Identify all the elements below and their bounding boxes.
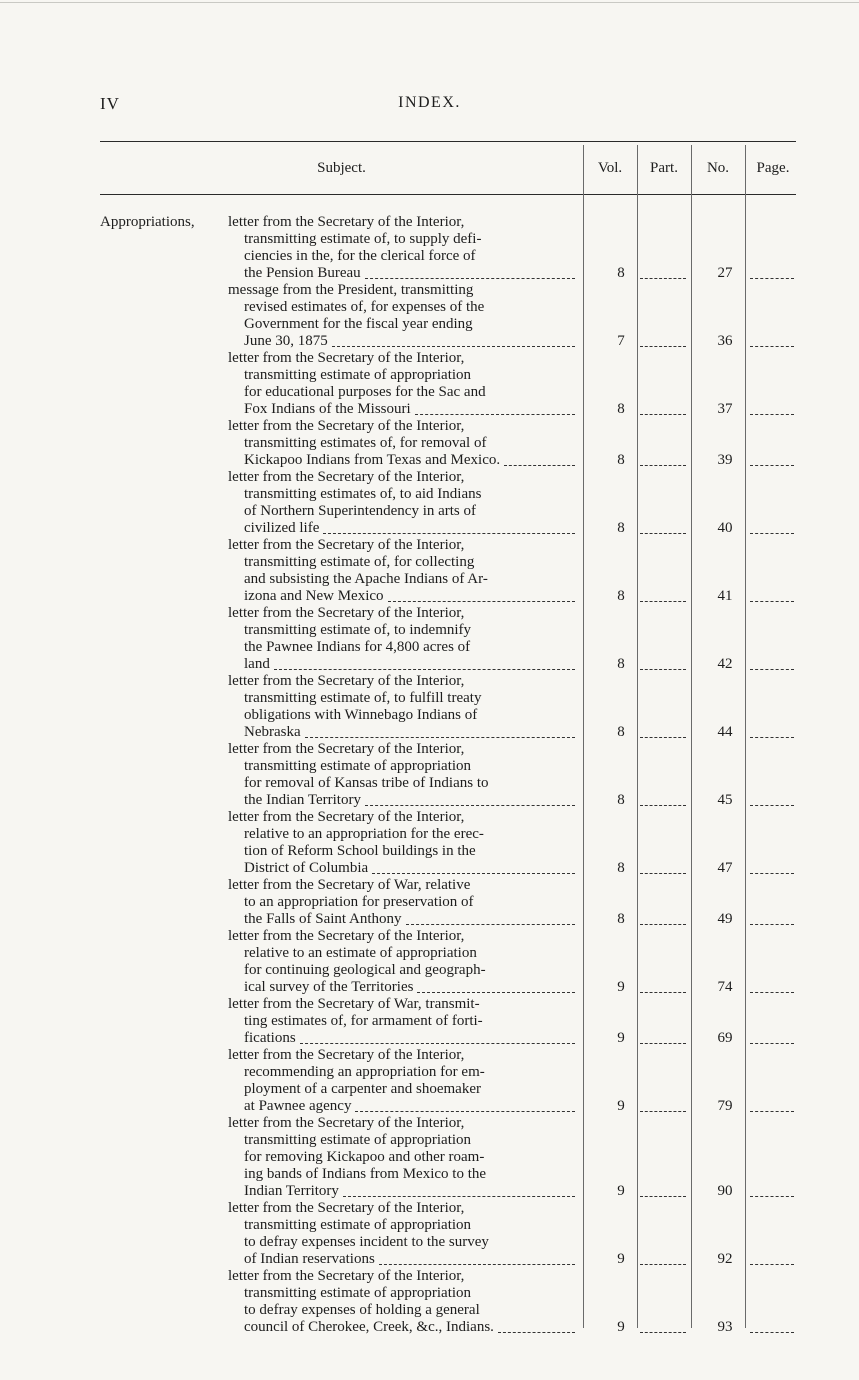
entry-page-leader: [750, 924, 794, 925]
entry-line: transmitting estimate of appropriation: [244, 1132, 472, 1148]
entry-part-leader: [640, 1043, 686, 1044]
entry-no: 42: [717, 656, 733, 672]
entry-page-leader: [750, 601, 794, 602]
entry-no: 93: [717, 1319, 733, 1335]
leader-dots: [504, 465, 575, 466]
entry-line: council of Cherokee, Creek, &c., Indians.: [244, 1319, 494, 1335]
entry-vol: 9: [617, 1251, 625, 1267]
entry-part-leader: [640, 669, 686, 670]
entry-line: for removal of Kansas tribe of Indians to: [244, 775, 489, 791]
entry-line: Nebraska: [244, 724, 301, 740]
entry-no: 36: [717, 333, 733, 349]
leader-dots: [388, 601, 575, 602]
entry-vol: 8: [617, 724, 625, 740]
entry-line: transmitting estimate of, to indemnify: [244, 622, 472, 638]
leader-dots: [498, 1332, 575, 1333]
leader-dots: [365, 278, 575, 279]
entry-page-leader: [750, 533, 794, 534]
column-header-subject: Subject.: [317, 160, 366, 176]
entry-line: letter from the Secretary of the Interior,: [228, 418, 465, 434]
entry-vol: 8: [617, 265, 625, 281]
entry-vol: 9: [617, 1030, 625, 1046]
entry-no: 45: [717, 792, 733, 808]
leader-dots: [274, 669, 575, 670]
entry-part-leader: [640, 346, 686, 347]
entry-line: of Indian reservations: [244, 1251, 375, 1267]
entry-vol: 8: [617, 792, 625, 808]
entry-line: June 30, 1875: [244, 333, 328, 349]
entry-part-leader: [640, 1111, 686, 1112]
entry-line: relative to an appropriation for the erec-: [244, 826, 484, 842]
entry-vol: 9: [617, 1183, 625, 1199]
entry-vol: 9: [617, 1319, 625, 1335]
entry-line: letter from the Secretary of the Interior,: [228, 928, 465, 944]
entry-line: ployment of a carpenter and shoemaker: [244, 1081, 481, 1097]
entry-line: ting estimates of, for armament of forti-: [244, 1013, 483, 1029]
entry-no: 41: [717, 588, 733, 604]
entry-part-leader: [640, 873, 686, 874]
page-number: IV: [100, 94, 120, 113]
entry-line: Fox Indians of the Missouri: [244, 401, 411, 417]
entry-part-leader: [640, 1332, 686, 1333]
leader-dots: [332, 346, 575, 347]
entry-line: letter from the Secretary of the Interior,: [228, 469, 465, 485]
leader-dots: [365, 805, 575, 806]
entry-line: letter from the Secretary of the Interior,: [228, 741, 465, 757]
entry-line: transmitting estimate of appropriation: [244, 1217, 472, 1233]
entry-vol: 8: [617, 452, 625, 468]
leader-dots: [415, 414, 575, 415]
entry-part-leader: [640, 805, 686, 806]
entry-no: 92: [717, 1251, 733, 1267]
entry-line: Kickapoo Indians from Texas and Mexico.: [244, 452, 501, 468]
entry-line: Government for the fiscal year ending: [244, 316, 473, 332]
entry-part-leader: [640, 1196, 686, 1197]
entry-part-leader: [640, 278, 686, 279]
entry-part-leader: [640, 414, 686, 415]
leader-dots: [305, 737, 575, 738]
entry-line: transmitting estimates of, to aid Indians: [244, 486, 482, 502]
entry-no: 79: [717, 1098, 733, 1114]
entry-line: letter from the Secretary of the Interior,: [228, 537, 465, 553]
entry-line: at Pawnee agency: [244, 1098, 352, 1114]
entry-no: 39: [717, 452, 733, 468]
entry-page-leader: [750, 805, 794, 806]
entry-line: District of Columbia: [244, 860, 369, 876]
entry-vol: 7: [617, 333, 625, 349]
entry-line: transmitting estimate of, to fulfill treaty: [244, 690, 482, 706]
leader-dots: [300, 1043, 575, 1044]
leader-dots: [343, 1196, 575, 1197]
entry-page-leader: [750, 1332, 794, 1333]
entry-part-leader: [640, 533, 686, 534]
entry-part-leader: [640, 465, 686, 466]
entry-vol: 8: [617, 588, 625, 604]
column-header-part: Part.: [650, 160, 678, 176]
entry-line: land: [244, 656, 270, 672]
leader-dots: [406, 924, 576, 925]
leader-dots: [372, 873, 575, 874]
entry-page-leader: [750, 414, 794, 415]
category-label: Appropriations,: [100, 214, 195, 230]
column-header-vol: Vol.: [597, 160, 623, 176]
entry-line: letter from the Secretary of War, relative: [228, 877, 471, 893]
entry-line: transmitting estimate of, to supply defi-: [244, 231, 482, 247]
entry-line: and subsisting the Apache Indians of Ar-: [244, 571, 488, 587]
entry-vol: 8: [617, 520, 625, 536]
entry-line: for continuing geological and geograph-: [244, 962, 486, 978]
entry-page-leader: [750, 278, 794, 279]
entry-line: letter from the Secretary of War, transmit-: [228, 996, 480, 1012]
entry-line: to defray expenses of holding a general: [244, 1302, 480, 1318]
entry-no: 90: [717, 1183, 733, 1199]
entry-vol: 8: [617, 911, 625, 927]
entry-page-leader: [750, 1043, 794, 1044]
entry-line: ing bands of Indians from Mexico to the: [244, 1166, 487, 1182]
leader-dots: [355, 1111, 575, 1112]
entry-page-leader: [750, 1264, 794, 1265]
entry-no: 49: [717, 911, 733, 927]
entry-vol: 9: [617, 1098, 625, 1114]
entry-line: letter from the Secretary of the Interior,: [228, 350, 465, 366]
entry-line: transmitting estimate of appropriation: [244, 367, 472, 383]
entry-part-leader: [640, 992, 686, 993]
entry-page-leader: [750, 669, 794, 670]
entry-line: the Indian Territory: [244, 792, 361, 808]
entry-page-leader: [750, 1196, 794, 1197]
column-divider: [691, 145, 692, 1328]
entry-page-leader: [750, 737, 794, 738]
entry-line: revised estimates of, for expenses of the: [244, 299, 485, 315]
top-border-line: [0, 2, 859, 3]
entry-line: letter from the Secretary of the Interior,: [228, 809, 465, 825]
leader-dots: [417, 992, 575, 993]
entry-part-leader: [640, 1264, 686, 1265]
entry-line: letter from the Secretary of the Interior,: [228, 214, 465, 230]
entry-line: letter from the Secretary of the Interior,: [228, 605, 465, 621]
entry-line: obligations with Winnebago Indians of: [244, 707, 478, 723]
column-divider: [583, 145, 584, 1328]
entry-page-leader: [750, 346, 794, 347]
entry-line: to an appropriation for preservation of: [244, 894, 474, 910]
entry-line: letter from the Secretary of the Interior,: [228, 1200, 465, 1216]
entry-vol: 9: [617, 979, 625, 995]
entry-line: tion of Reform School buildings in the: [244, 843, 476, 859]
entry-no: 74: [717, 979, 733, 995]
entry-line: transmitting estimate of, for collecting: [244, 554, 475, 570]
header-top-rule: [100, 141, 796, 142]
entry-page-leader: [750, 465, 794, 466]
entry-line: letter from the Secretary of the Interior,: [228, 1115, 465, 1131]
entry-line: fications: [244, 1030, 296, 1046]
entry-line: for educational purposes for the Sac and: [244, 384, 486, 400]
entry-line: ciencies in the, for the clerical force of: [244, 248, 476, 264]
column-divider: [637, 145, 638, 1328]
entry-part-leader: [640, 924, 686, 925]
entry-vol: 8: [617, 860, 625, 876]
page-title: INDEX.: [398, 94, 461, 111]
entry-line: the Pension Bureau: [244, 265, 361, 281]
entry-no: 69: [717, 1030, 733, 1046]
entry-line: transmitting estimate of appropriation: [244, 758, 472, 774]
leader-dots: [379, 1264, 575, 1265]
column-header-page: Page.: [756, 160, 790, 176]
entry-line: izona and New Mexico: [244, 588, 384, 604]
entry-line: relative to an estimate of appropriation: [244, 945, 477, 961]
entry-line: message from the President, transmitting: [228, 282, 474, 298]
entry-vol: 8: [617, 401, 625, 417]
entry-line: transmitting estimates of, for removal of: [244, 435, 487, 451]
entry-line: to defray expenses incident to the survey: [244, 1234, 489, 1250]
entry-no: 40: [717, 520, 733, 536]
entry-part-leader: [640, 601, 686, 602]
entry-line: letter from the Secretary of the Interior,: [228, 673, 465, 689]
entry-no: 47: [717, 860, 733, 876]
entry-line: the Pawnee Indians for 4,800 acres of: [244, 639, 471, 655]
entry-line: recommending an appropriation for em-: [244, 1064, 485, 1080]
entry-line: letter from the Secretary of the Interior,: [228, 1047, 465, 1063]
column-divider: [745, 145, 746, 1328]
entry-vol: 8: [617, 656, 625, 672]
column-header-no: No.: [706, 160, 730, 176]
entry-part-leader: [640, 737, 686, 738]
entry-page-leader: [750, 992, 794, 993]
entry-line: Indian Territory: [244, 1183, 339, 1199]
entry-line: for removing Kickapoo and other roam-: [244, 1149, 485, 1165]
entry-no: 27: [717, 265, 733, 281]
entry-no: 44: [717, 724, 733, 740]
leader-dots: [323, 533, 575, 534]
entry-no: 37: [717, 401, 733, 417]
entry-page-leader: [750, 873, 794, 874]
entry-line: civilized life: [244, 520, 320, 536]
entry-line: letter from the Secretary of the Interior,: [228, 1268, 465, 1284]
entry-page-leader: [750, 1111, 794, 1112]
entry-line: the Falls of Saint Anthony: [244, 911, 402, 927]
entry-line: transmitting estimate of appropriation: [244, 1285, 472, 1301]
entry-line: ical survey of the Territories: [244, 979, 414, 995]
entry-line: of Northern Superintendency in arts of: [244, 503, 477, 519]
